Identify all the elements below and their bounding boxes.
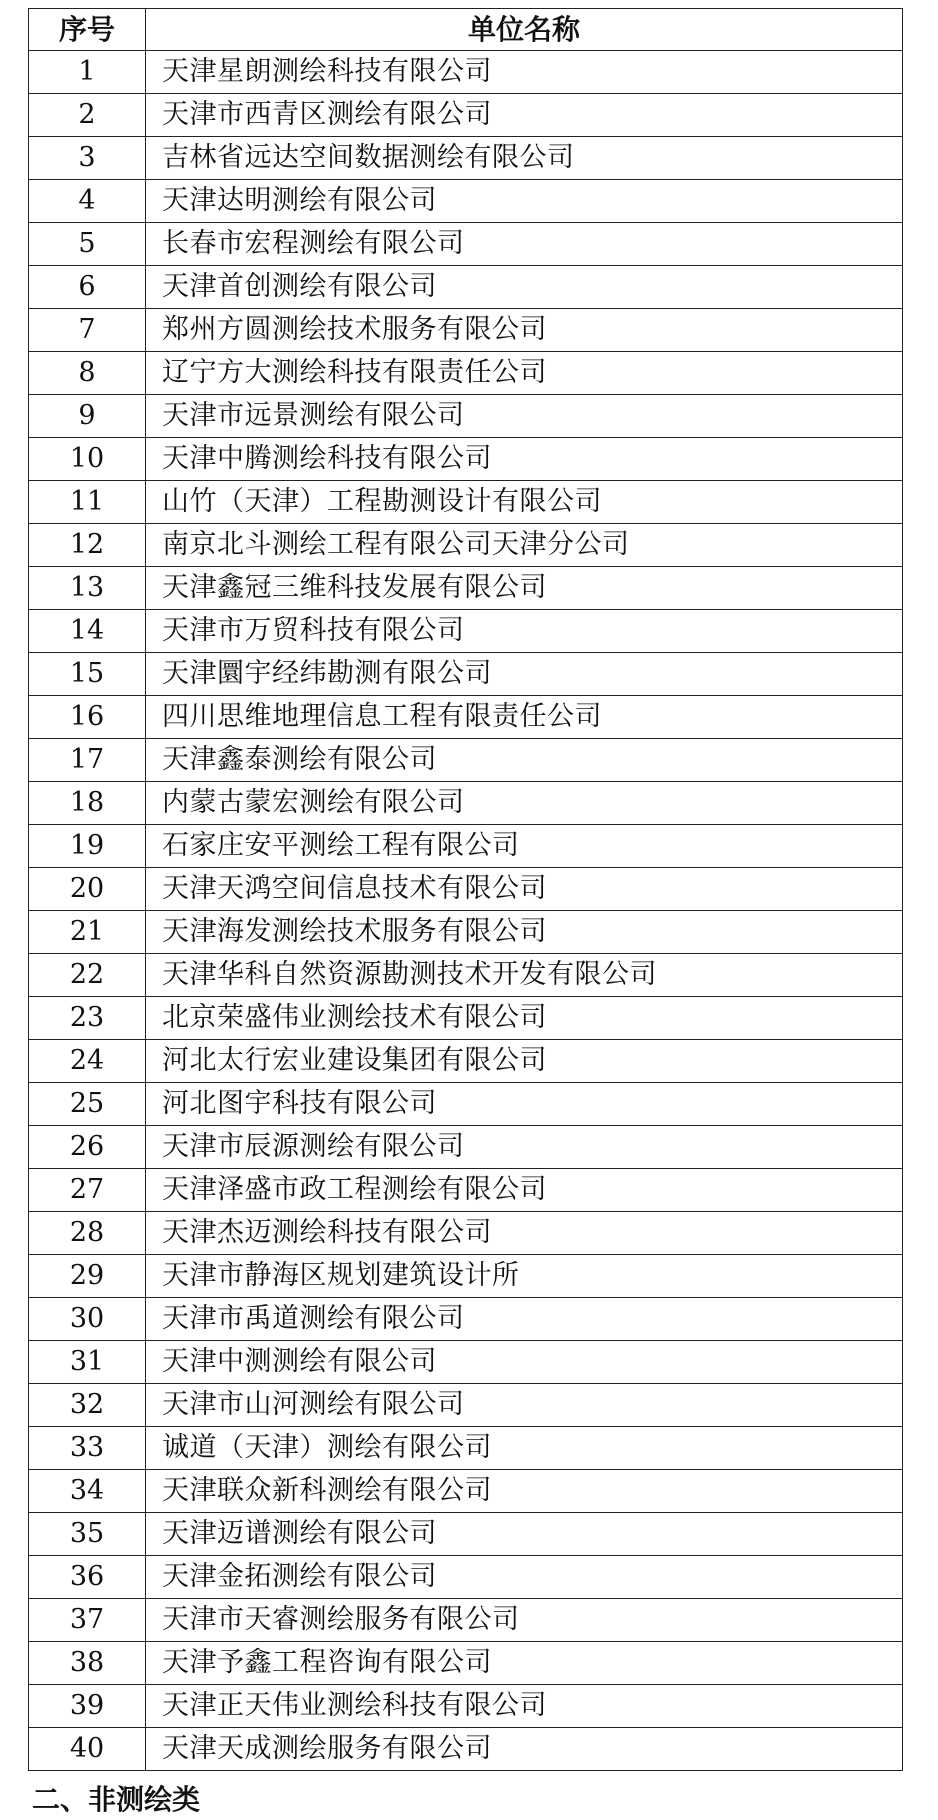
table-row: [29, 1513, 903, 1556]
company-name: 天津鑫泰测绘有限公司: [146, 739, 903, 782]
company-name: 天津海发测绘技术服务有限公司: [146, 911, 903, 954]
company-name: 天津市辰源测绘有限公司: [146, 1126, 903, 1169]
row-number: 34: [29, 1470, 146, 1513]
row-number: 21: [29, 911, 146, 954]
header-name: 单位名称: [146, 9, 903, 51]
table-body: [29, 51, 903, 1771]
row-number: 40: [29, 1728, 146, 1771]
row-number: 17: [29, 739, 146, 782]
company-name: 天津市西青区测绘有限公司: [146, 94, 903, 137]
company-name: 天津星朗测绘科技有限公司: [146, 51, 903, 94]
company-name: 天津市禹道测绘有限公司: [146, 1298, 903, 1341]
table-row: [29, 94, 903, 137]
table-row: [29, 997, 903, 1040]
row-number: 10: [29, 438, 146, 481]
row-number: 28: [29, 1212, 146, 1255]
row-number: 13: [29, 567, 146, 610]
company-name: 天津达明测绘有限公司: [146, 180, 903, 223]
company-name: 天津迈谱测绘有限公司: [146, 1513, 903, 1556]
table-row: [29, 1685, 903, 1728]
row-number: 30: [29, 1298, 146, 1341]
row-number: 16: [29, 696, 146, 739]
company-name: 天津市远景测绘有限公司: [146, 395, 903, 438]
company-name: 诚道（天津）测绘有限公司: [146, 1427, 903, 1470]
table-row: [29, 1470, 903, 1513]
company-name: 天津正天伟业测绘科技有限公司: [146, 1685, 903, 1728]
row-number: 37: [29, 1599, 146, 1642]
company-name: 天津中腾测绘科技有限公司: [146, 438, 903, 481]
company-name: 四川思维地理信息工程有限责任公司: [146, 696, 903, 739]
company-name: 山竹（天津）工程勘测设计有限公司: [146, 481, 903, 524]
table-row: [29, 1212, 903, 1255]
table-row: [29, 1341, 903, 1384]
company-name: 长春市宏程测绘有限公司: [146, 223, 903, 266]
table-row: [29, 1556, 903, 1599]
table-row: [29, 352, 903, 395]
company-name: 天津市静海区规划建筑设计所: [146, 1255, 903, 1298]
company-table: [28, 8, 903, 1771]
table-row: [29, 868, 903, 911]
company-name: 天津首创测绘有限公司: [146, 266, 903, 309]
table-row: [29, 1083, 903, 1126]
table-row: [29, 137, 903, 180]
row-number: 5: [29, 223, 146, 266]
table-row: [29, 567, 903, 610]
company-name: 天津联众新科测绘有限公司: [146, 1470, 903, 1513]
row-number: 36: [29, 1556, 146, 1599]
company-name: 南京北斗测绘工程有限公司天津分公司: [146, 524, 903, 567]
row-number: 24: [29, 1040, 146, 1083]
company-name: 天津市天睿测绘服务有限公司: [146, 1599, 903, 1642]
table-row: [29, 1126, 903, 1169]
section-heading: 二、非测绘类: [32, 1783, 201, 1816]
company-name: 天津市山河测绘有限公司: [146, 1384, 903, 1427]
table-row: [29, 782, 903, 825]
company-name: 天津圜宇经纬勘测有限公司: [146, 653, 903, 696]
row-number: 1: [29, 51, 146, 94]
row-number: 23: [29, 997, 146, 1040]
company-name: 天津中测测绘有限公司: [146, 1341, 903, 1384]
table-row: [29, 653, 903, 696]
table-row: [29, 1728, 903, 1771]
table-row: [29, 481, 903, 524]
row-number: 14: [29, 610, 146, 653]
table-row: [29, 739, 903, 782]
row-number: 11: [29, 481, 146, 524]
row-number: 4: [29, 180, 146, 223]
company-name: 河北图宇科技有限公司: [146, 1083, 903, 1126]
row-number: 12: [29, 524, 146, 567]
table-row: [29, 223, 903, 266]
row-number: 29: [29, 1255, 146, 1298]
company-name: 河北太行宏业建设集团有限公司: [146, 1040, 903, 1083]
table-header-row: [29, 9, 903, 51]
table-row: [29, 395, 903, 438]
table-row: [29, 1427, 903, 1470]
company-name: 天津华科自然资源勘测技术开发有限公司: [146, 954, 903, 997]
header-number: 序号: [29, 9, 146, 51]
company-name: 天津天成测绘服务有限公司: [146, 1728, 903, 1771]
row-number: 25: [29, 1083, 146, 1126]
document-sheet: [28, 8, 902, 1771]
table-row: [29, 1599, 903, 1642]
company-name: 天津予鑫工程咨询有限公司: [146, 1642, 903, 1685]
row-number: 22: [29, 954, 146, 997]
table-row: [29, 825, 903, 868]
row-number: 35: [29, 1513, 146, 1556]
table-row: [29, 1642, 903, 1685]
company-name: 辽宁方大测绘科技有限责任公司: [146, 352, 903, 395]
table-row: [29, 911, 903, 954]
company-name: 天津市万贸科技有限公司: [146, 610, 903, 653]
company-name: 内蒙古蒙宏测绘有限公司: [146, 782, 903, 825]
table-row: [29, 1169, 903, 1212]
table-row: [29, 954, 903, 997]
company-name: 北京荣盛伟业测绘技术有限公司: [146, 997, 903, 1040]
row-number: 8: [29, 352, 146, 395]
company-name: 天津杰迈测绘科技有限公司: [146, 1212, 903, 1255]
table-row: [29, 1255, 903, 1298]
table-row: [29, 1384, 903, 1427]
row-number: 27: [29, 1169, 146, 1212]
row-number: 32: [29, 1384, 146, 1427]
table-row: [29, 309, 903, 352]
row-number: 9: [29, 395, 146, 438]
table-row: [29, 610, 903, 653]
row-number: 3: [29, 137, 146, 180]
table-row: [29, 524, 903, 567]
row-number: 31: [29, 1341, 146, 1384]
row-number: 38: [29, 1642, 146, 1685]
row-number: 19: [29, 825, 146, 868]
company-name: 郑州方圆测绘技术服务有限公司: [146, 309, 903, 352]
row-number: 6: [29, 266, 146, 309]
company-name: 天津金拓测绘有限公司: [146, 1556, 903, 1599]
company-name: 天津天鸿空间信息技术有限公司: [146, 868, 903, 911]
table-row: [29, 1040, 903, 1083]
row-number: 20: [29, 868, 146, 911]
row-number: 33: [29, 1427, 146, 1470]
row-number: 26: [29, 1126, 146, 1169]
table-row: [29, 180, 903, 223]
row-number: 15: [29, 653, 146, 696]
company-name: 吉林省远达空间数据测绘有限公司: [146, 137, 903, 180]
row-number: 7: [29, 309, 146, 352]
row-number: 39: [29, 1685, 146, 1728]
company-name: 天津鑫冠三维科技发展有限公司: [146, 567, 903, 610]
table-row: [29, 266, 903, 309]
company-name: 天津泽盛市政工程测绘有限公司: [146, 1169, 903, 1212]
table-row: [29, 1298, 903, 1341]
table-row: [29, 696, 903, 739]
table-row: [29, 438, 903, 481]
company-name: 石家庄安平测绘工程有限公司: [146, 825, 903, 868]
table-row: [29, 51, 903, 94]
row-number: 2: [29, 94, 146, 137]
row-number: 18: [29, 782, 146, 825]
